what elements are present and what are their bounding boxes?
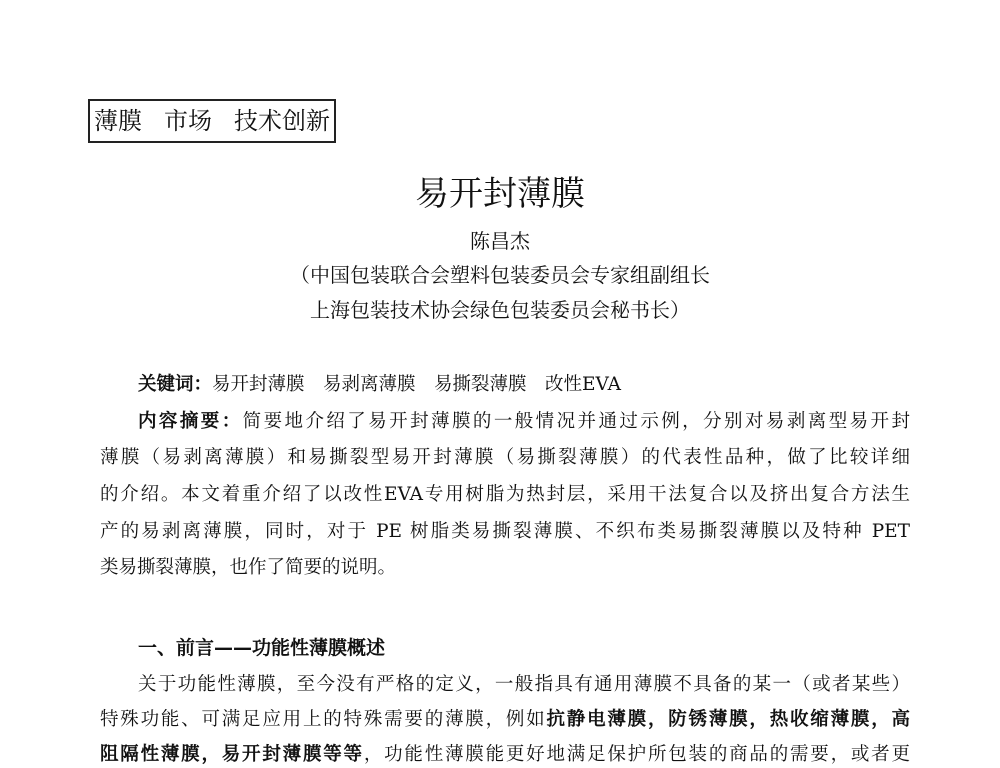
body-text: 特殊功能、可满足应用上的特殊需要的薄膜，例如 xyxy=(100,709,547,730)
body-line: 关于功能性薄膜，至今没有严格的定义，一般指具有通用薄膜不具备的某一（或者某些） xyxy=(138,674,910,695)
keywords-label: 关键词： xyxy=(138,374,213,395)
section-tag: 市场 xyxy=(164,107,212,135)
keywords xyxy=(138,372,910,398)
affiliation-line: 上海包装技术协会绿色包装委员会秘书长） xyxy=(310,298,690,322)
body-line xyxy=(100,742,910,768)
affiliation-line: （中国包装联合会塑料包装委员会专家组副组长 xyxy=(290,263,710,287)
section-tag-box xyxy=(88,99,336,143)
article-title: 易开封薄膜 xyxy=(415,174,585,214)
abstract-line: 薄膜（易剥离薄膜）和易撕裂型易开封薄膜（易撕裂薄膜）的代表性品种，做了比较详细 xyxy=(100,447,910,468)
author: 陈昌杰 xyxy=(470,229,530,253)
body-line xyxy=(100,707,910,733)
abstract-text: 简要地介绍了易开封薄膜的一般情况并通过示例，分别对易剥离型易开封 xyxy=(242,411,910,432)
abstract-line: 的介绍。本文着重介绍了以改性EVA专用树脂为热封层，采用干法复合以及挤出复合方法生 xyxy=(100,484,910,505)
body-text-bold: 抗静电薄膜，防锈薄膜，热收缩薄膜，高 xyxy=(546,709,910,730)
abstract-line: 产的易剥离薄膜，同时，对于 PE 树脂类易撕裂薄膜、不织布类易撕裂薄膜以及特种 PET xyxy=(100,521,910,542)
abstract-line: 类易撕裂薄膜，也作了简要的说明。 xyxy=(100,557,397,578)
abstract-line xyxy=(138,409,910,435)
section-tag: 技术创新 xyxy=(234,107,330,135)
body-text-bold: 阻隔性薄膜，易开封薄膜等等 xyxy=(100,744,364,765)
section-heading: 一、前言——功能性薄膜概述 xyxy=(138,637,386,659)
section-tag: 薄膜 xyxy=(94,107,142,135)
abstract-label: 内容摘要： xyxy=(138,411,243,432)
body-text: ，功能性薄膜能更好地满足保护所包装的商品的需要，或者更 xyxy=(363,744,910,765)
keywords-text: 易开封薄膜 易剥离薄膜 易撕裂薄膜 改性EVA xyxy=(212,374,621,395)
